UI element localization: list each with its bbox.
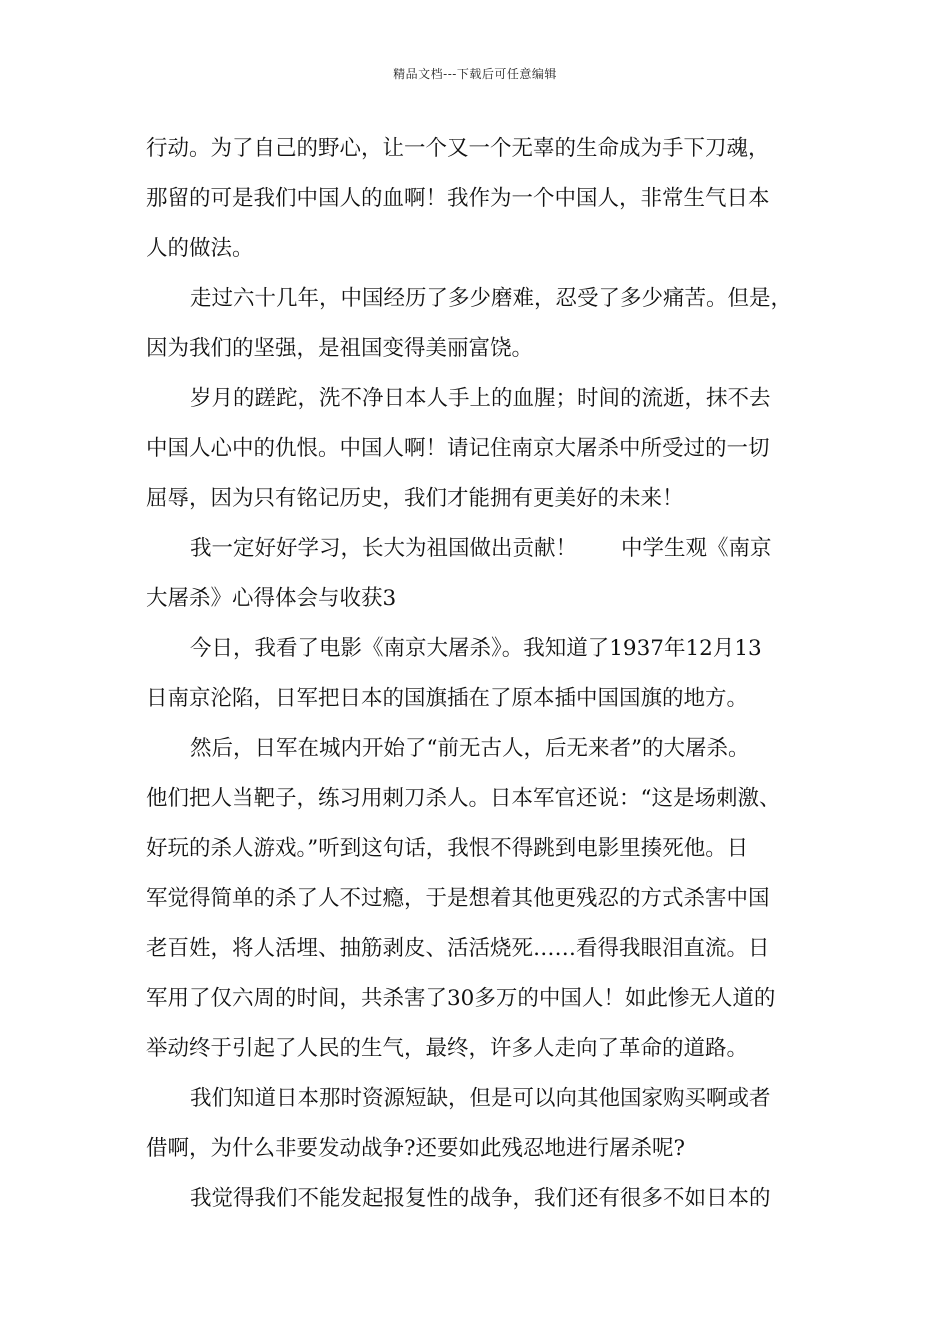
paragraph-start-line: 我们知道日本那时资源短缺，但是可以向其他国家购买啊或者 bbox=[190, 1086, 771, 1111]
text-line: 因为我们的坚强，是祖国变得美丽富饶。 bbox=[146, 336, 534, 361]
section-title-part-2: 大屠杀》心得体会与收获3 bbox=[146, 586, 397, 611]
section-title-part-1: 中学生观《南京 bbox=[621, 536, 772, 561]
page-header: 精品文档---下载后可任意编辑 bbox=[393, 67, 557, 81]
paragraph-start-line: 今日，我看了电影《南京大屠杀》。我知道了1937年12月13 bbox=[190, 636, 762, 661]
text-line: 他们把人当靶子，练习用刺刀杀人。日本军官还说：“这是场刺激、 bbox=[146, 786, 781, 811]
text-line: 人的做法。 bbox=[146, 236, 254, 261]
text-line: 日南京沦陷，日军把日本的国旗插在了原本插中国国旗的地方。 bbox=[146, 686, 749, 711]
paragraph-start-line bbox=[146, 524, 816, 574]
paragraph-start-line: 走过六十几年，中国经历了多少磨难，忍受了多少痛苦。但是， bbox=[190, 286, 793, 311]
text-line: 军觉得简单的杀了人不过瘾，于是想着其他更残忍的方式杀害中国 bbox=[146, 886, 770, 911]
closing-sentence: 我一定好好学习，长大为祖国做出贡献！ bbox=[190, 536, 578, 561]
text-line: 老百姓，将人活埋、抽筋剥皮、活活烧死……看得我眼泪直流。日 bbox=[146, 936, 770, 961]
text-line: 借啊，为什么非要发动战争?还要如此残忍地进行屠杀呢? bbox=[146, 1136, 686, 1161]
paragraph-start-line: 然后，日军在城内开始了“前无古人，后无来者”的大屠杀。 bbox=[190, 736, 750, 761]
paragraph-start-line: 岁月的蹉跎，洗不净日本人手上的血腥；时间的流逝，抹不去 bbox=[190, 386, 771, 411]
text-line: 那留的可是我们中国人的血啊！我作为一个中国人，非常生气日本 bbox=[146, 186, 770, 211]
text-line: 中国人心中的仇恨。中国人啊！请记住南京大屠杀中所受过的一切 bbox=[146, 436, 770, 461]
text-line: 屈辱，因为只有铭记历史，我们才能拥有更美好的未来！ bbox=[146, 486, 684, 511]
text-line: 好玩的杀人游戏。”听到这句话，我恨不得跳到电影里揍死他。日 bbox=[146, 836, 749, 861]
document-body bbox=[146, 124, 816, 1224]
paragraph-start-line: 我觉得我们不能发起报复性的战争，我们还有很多不如日本的 bbox=[190, 1186, 771, 1211]
text-line: 军用了仅六周的时间，共杀害了30多万的中国人！如此惨无人道的 bbox=[146, 986, 776, 1011]
text-line: 举动终于引起了人民的生气，最终，许多人走向了革命的道路。 bbox=[146, 1036, 749, 1061]
text-line: 行动。为了自己的野心，让一个又一个无辜的生命成为手下刀魂， bbox=[146, 136, 770, 161]
